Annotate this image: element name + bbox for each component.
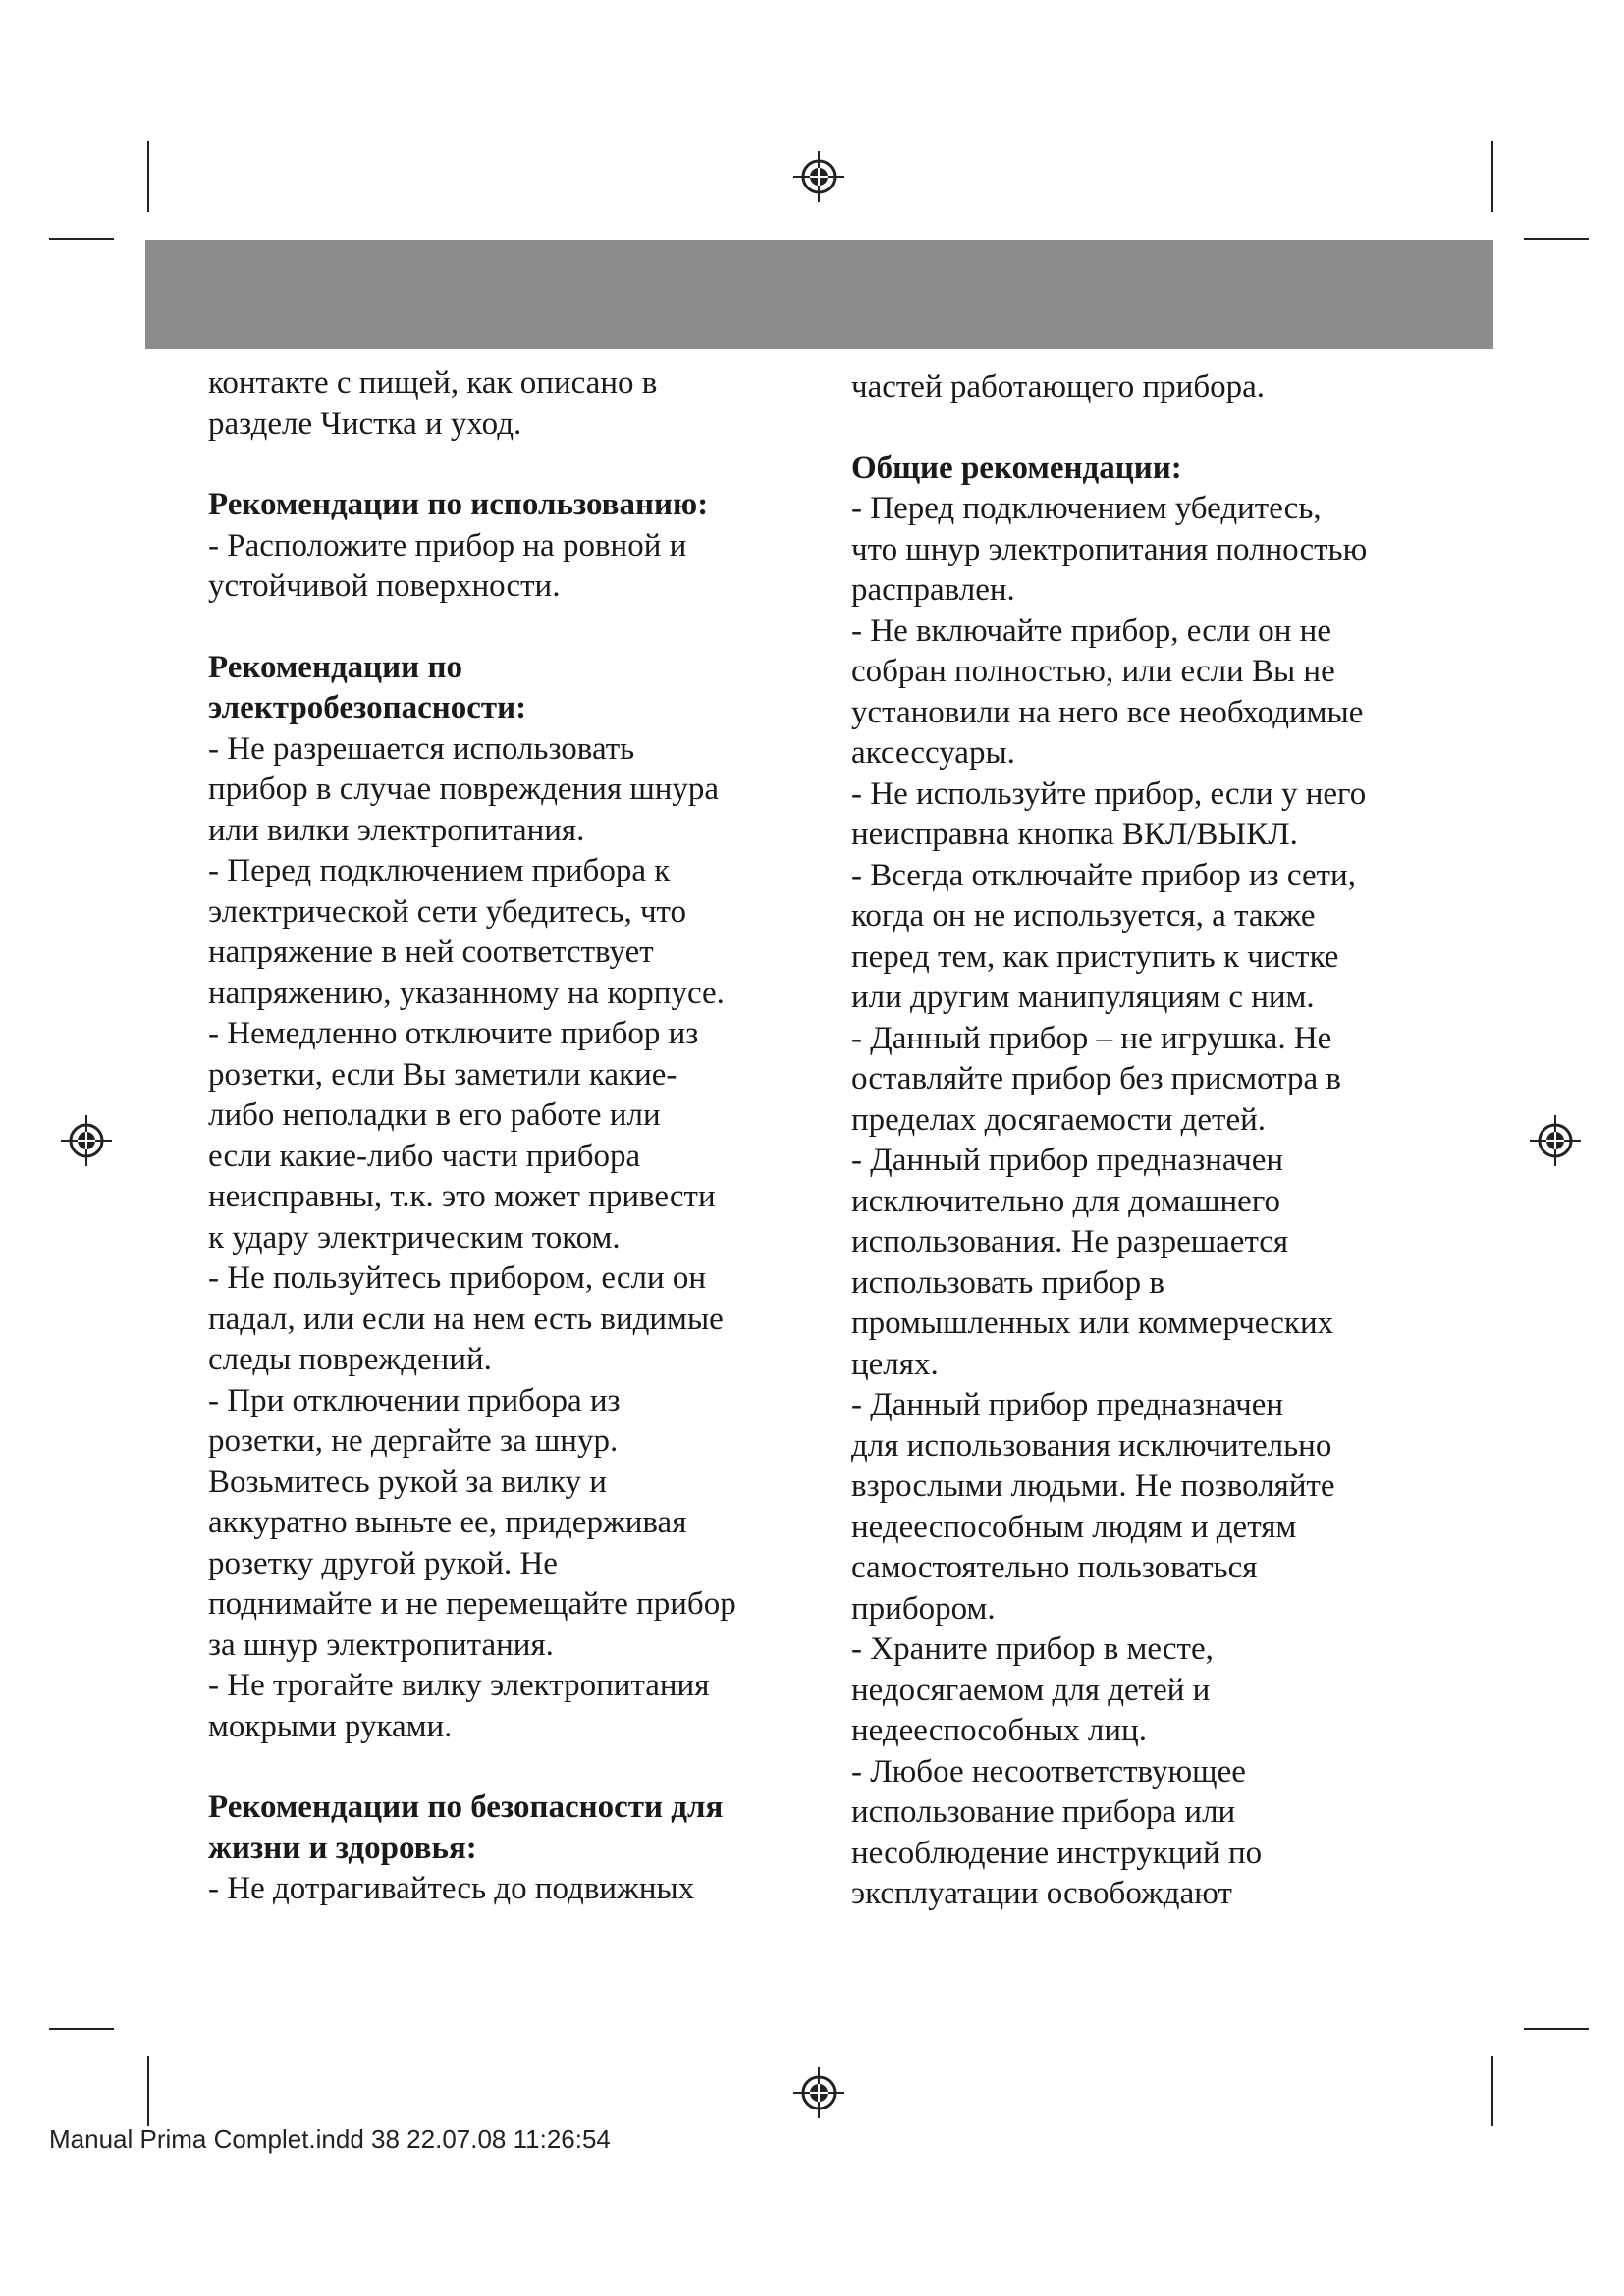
text-line: электрической сети убедитесь, что — [208, 893, 687, 930]
section-body — [851, 489, 1460, 1915]
text-line: - Не включайте прибор, если он не — [851, 613, 1331, 649]
left-column — [208, 363, 817, 1910]
text-line: - Немедленно отключите прибор из — [208, 1016, 699, 1051]
slug-line: Manual Prima Complet.indd 38 22.07.08 11:26:54 — [49, 2124, 611, 2154]
text-line: если какие-либо части прибора — [208, 1138, 641, 1174]
text-line: мокрыми руками. — [208, 1708, 453, 1744]
text-line: аккуратно выньте ее, придерживая — [208, 1505, 687, 1540]
intro-text: частей работающего прибора. — [851, 369, 1266, 404]
crop-mark-bottom-left-h — [49, 2028, 114, 2030]
text-line: неисправны, т.к. это может привести — [208, 1179, 716, 1214]
text-line: для использования исключительно — [851, 1427, 1332, 1464]
text-line: недосягаемом для детей и — [851, 1672, 1211, 1708]
right-column — [851, 367, 1460, 1915]
section-general — [851, 449, 1460, 1915]
registration-target-icon — [57, 1111, 116, 1170]
registration-target-icon — [789, 147, 848, 206]
text-line: использования. Не разрешается — [851, 1224, 1289, 1259]
text-line: или другим манипуляциям с ним. — [851, 980, 1315, 1015]
section-heading: Общие рекомендации: — [851, 450, 1182, 486]
text-line: - Данный прибор предназначен — [851, 1143, 1284, 1178]
text-line: собран полностью, или если Вы не — [851, 654, 1335, 689]
crop-mark-top-right-h — [1524, 238, 1589, 240]
text-line: розетку другой рукой. Не — [208, 1545, 558, 1581]
text-line: промышленных или коммерческих — [851, 1306, 1334, 1341]
text-line: использование прибора или — [851, 1794, 1236, 1830]
text-line: целях. — [851, 1346, 939, 1382]
section-heading: электробезопасности: — [208, 690, 527, 725]
text-line: неисправна кнопка ВКЛ/ВЫКЛ. — [851, 817, 1298, 852]
crop-mark-top-left-h — [49, 238, 114, 240]
section-heading: Рекомендации по использованию: — [208, 487, 709, 522]
text-line: - Перед подключением убедитесь, — [851, 491, 1322, 526]
intro-text: контакте с пищей, как описано в разделе Чистка и уход. — [208, 365, 658, 442]
text-line: взрослыми людьми. Не позволяйте — [851, 1468, 1335, 1504]
text-line: напряжению, указанному на корпусе. — [208, 975, 725, 1011]
section-heading: Рекомендации по безопасности для — [208, 1789, 724, 1825]
crop-mark-bottom-right — [1491, 2056, 1493, 2126]
text-line: за шнур электропитания. — [208, 1627, 554, 1663]
text-line: недееспособным людям и детям — [851, 1509, 1297, 1545]
text-line: поднимайте и не перемещайте прибор — [208, 1586, 736, 1622]
registration-target-icon — [789, 2063, 848, 2122]
text-line: что шнур электропитания полностью — [851, 531, 1368, 567]
text-line: следы повреждений. — [208, 1342, 492, 1377]
text-line: несоблюдение инструкций по — [851, 1835, 1263, 1871]
text-line: пределах досягаемости детей. — [851, 1101, 1267, 1138]
text-line: напряжение в ней соответствует — [208, 934, 654, 970]
text-line: эксплуатации освобождают — [851, 1876, 1232, 1911]
text-line: или вилки электропитания. — [208, 812, 585, 848]
crop-mark-top-right — [1491, 141, 1493, 212]
text-line: - Перед подключением прибора к — [208, 853, 671, 888]
text-line: исключительно для домашнего — [851, 1183, 1281, 1219]
text-line: недееспособных лиц. — [851, 1713, 1147, 1748]
section-body — [208, 729, 817, 1748]
text-line: - Любое несоответствующее — [851, 1753, 1246, 1789]
text-line: когда он не используется, а также — [851, 898, 1316, 934]
text-line: оставляйте прибор без присмотра в — [851, 1061, 1341, 1096]
registration-target-icon — [1526, 1111, 1585, 1170]
crop-mark-top-left — [147, 141, 149, 212]
text-line: падал, или если на нем есть видимые — [208, 1301, 724, 1337]
text-line: - Не разрешается использовать — [208, 730, 635, 767]
text-line: - Всегда отключайте прибор из сети, — [851, 857, 1356, 893]
text-line: либо неполадки в его работе или — [208, 1097, 661, 1133]
section-heading: Рекомендации по — [208, 649, 462, 685]
section-electrical-safety — [208, 648, 817, 1748]
text-line: - Не используйте прибор, если у него — [851, 775, 1367, 812]
text-line: прибором. — [851, 1590, 996, 1627]
crop-mark-bottom-left — [147, 2056, 149, 2126]
text-line: - Храните прибор в месте, — [851, 1631, 1214, 1667]
text-line: самостоятельно пользоваться — [851, 1550, 1258, 1585]
header-band — [145, 240, 1493, 349]
text-line: перед тем, как приступить к чистке — [851, 938, 1339, 975]
text-line: - Данный прибор предназначен — [851, 1387, 1284, 1422]
text-line: к удару электрическим током. — [208, 1219, 621, 1255]
text-line: использовать прибор в — [851, 1264, 1164, 1301]
section-life-safety: Рекомендации по безопасности для жизни и здоровья: - Не дотрагивайтесь до подвижных — [208, 1788, 817, 1910]
text-line: Возьмитесь рукой за вилку и — [208, 1464, 607, 1500]
text-line: расправлен. — [851, 572, 1015, 608]
text-line: аксессуары. — [851, 735, 1015, 771]
text-line: розетки, если Вы заметили какие- — [208, 1056, 677, 1093]
text-line: - Не трогайте вилку электропитания — [208, 1668, 710, 1703]
text-line: - При отключении прибора из — [208, 1382, 621, 1418]
section-heading: жизни и здоровья: — [208, 1830, 477, 1866]
crop-mark-bottom-right-h — [1524, 2028, 1589, 2030]
text-line: прибор в случае повреждения шнура — [208, 772, 720, 807]
text-line: - Данный прибор – не игрушка. Не — [851, 1020, 1332, 1056]
section-usage: Рекомендации по использованию: - Расположите прибор на ровной и устойчивой поверхности. — [208, 485, 817, 608]
text-line: установили на него все необходимые — [851, 694, 1364, 730]
text-line: розетки, не дергайте за шнур. — [208, 1423, 619, 1459]
text-line: - Не пользуйтесь прибором, если он — [208, 1260, 707, 1296]
